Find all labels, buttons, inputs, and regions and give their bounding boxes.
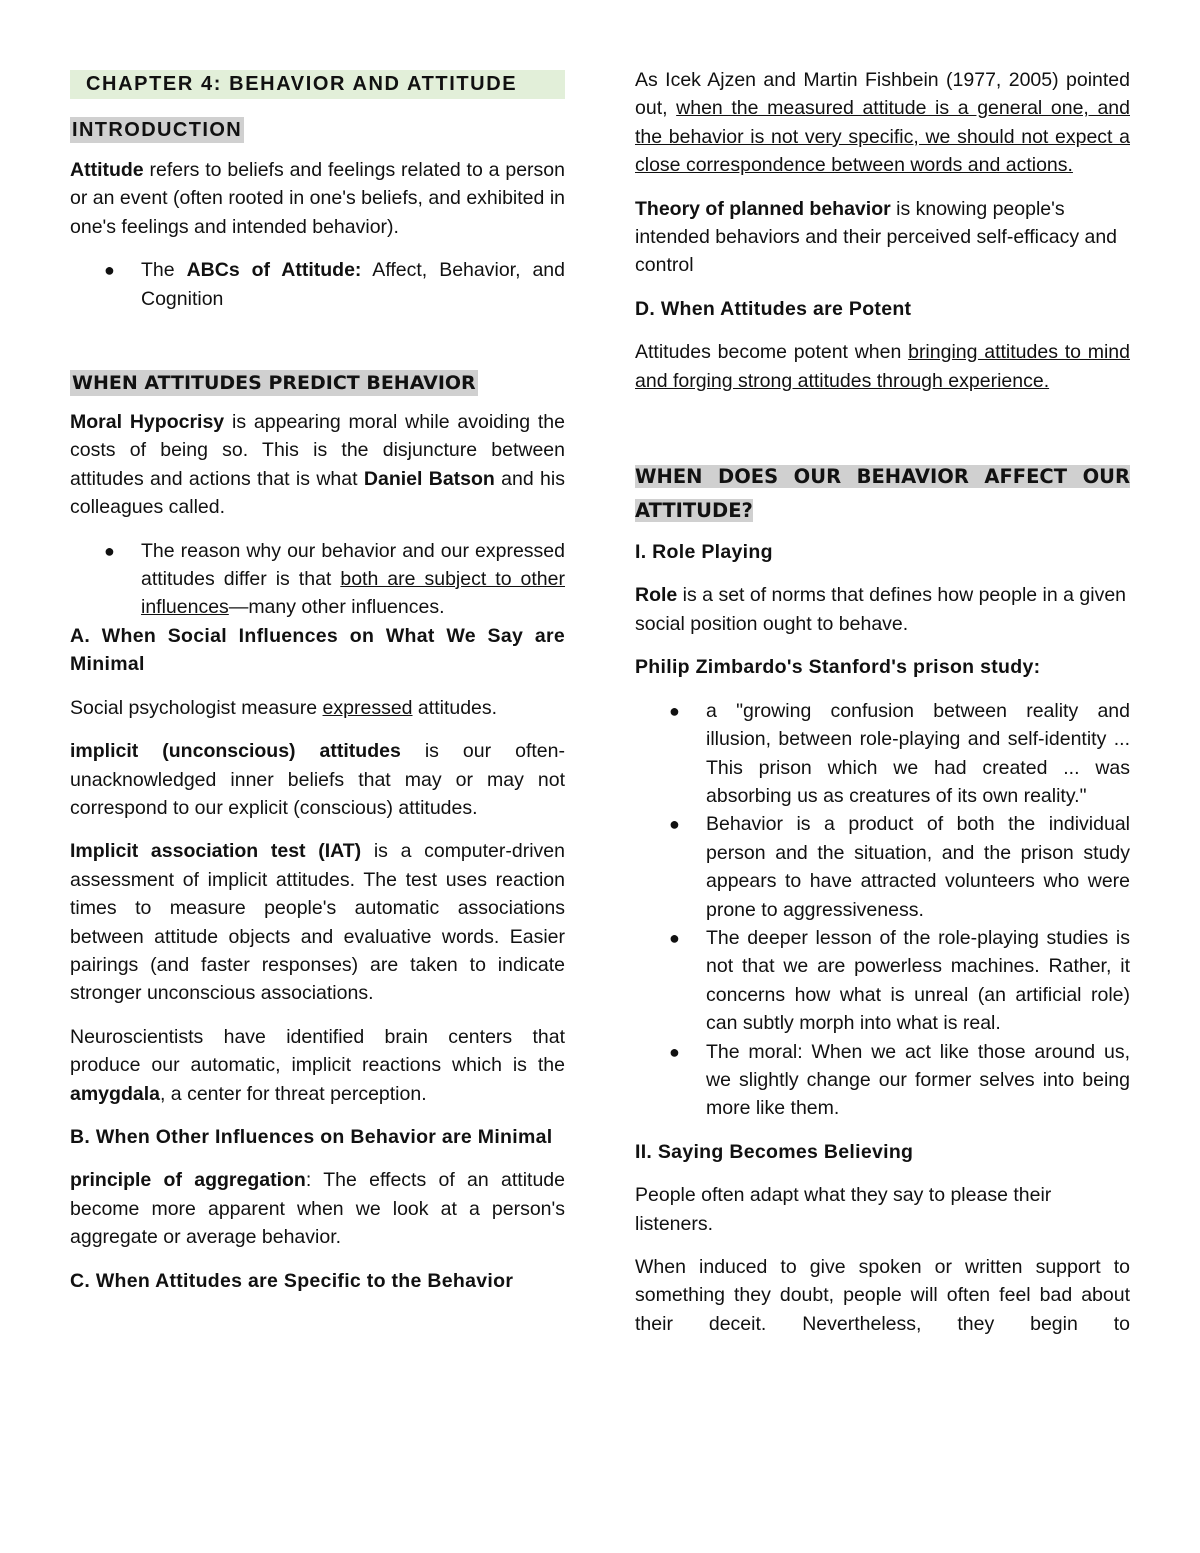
reason-underline: both are subject to other influences <box>141 568 565 619</box>
list-item <box>669 810 1130 924</box>
amygdala-term: amygdala <box>70 1082 160 1105</box>
list-item <box>104 537 565 622</box>
left-column <box>70 66 565 1310</box>
moral-text-end: and his colleagues called. <box>70 467 565 519</box>
zimbardo-list <box>635 697 1130 1123</box>
implicit-term: implicit (unconscious) attitudes <box>70 740 401 763</box>
zimbardo-heading: Philip Zimbardo's Stanford's prison study: <box>635 656 1041 679</box>
measure-text: Social psychologist measure <box>70 696 323 719</box>
affect-heading <box>635 460 1130 528</box>
potent-text: Attitudes become potent when <box>635 341 909 364</box>
reason-list <box>70 537 565 622</box>
role-playing-heading: I. Role Playing <box>635 541 773 564</box>
neuro-paragraph <box>70 1023 565 1108</box>
affect-heading-text: WHEN DOES OUR BEHAVIOR AFFECT OUR ATTITUDE? <box>635 465 1130 523</box>
section-b-heading: B. When Other Influences on Behavior are Minimal <box>70 1125 553 1148</box>
right-column <box>635 66 1130 1353</box>
role-text: is a set of norms that defines how people in a given social position ought to behave. <box>635 584 1127 635</box>
measure-paragraph <box>70 694 565 722</box>
zimbardo-bullet-1: a "growing confusion between reality and illusion, between role-playing and self-identity ... This prison which we had created ... was absorbing us as creatures of its own reality." <box>706 699 1130 807</box>
moral-term: Moral Hypocrisy <box>70 411 225 434</box>
section-a-heading: A. When Social Influences on What We Say are Minimal <box>70 624 565 676</box>
implicit-paragraph <box>70 737 565 822</box>
abcs-term: ABCs of Attitude: <box>186 259 362 282</box>
section-c-heading: C. When Attitudes are Specific to the Behavior <box>70 1269 514 1292</box>
potent-underline: bringing attitudes to mind and forging strong attitudes through experience. <box>635 341 1130 392</box>
induced-paragraph: When induced to give spoken or written support to something they doubt, people will often feel bad about their deceit. Nevertheless, they begin to <box>635 1256 1130 1335</box>
saying-heading: II. Saying Becomes Believing <box>635 1140 914 1163</box>
bullet-icon: ● <box>669 814 680 835</box>
moral-hypocrisy-paragraph <box>70 408 565 522</box>
aggregation-paragraph <box>70 1166 565 1251</box>
planned-text: is knowing people's intended behaviors and their perceived self-efficacy and control <box>635 197 1118 277</box>
abcs-pre: The <box>141 259 187 282</box>
batson-name: Daniel Batson <box>363 467 495 490</box>
intro-heading-block <box>70 119 565 142</box>
abcs-text: Affect, Behavior, and Cognition <box>141 259 565 310</box>
aggregation-term: principle of aggregation <box>70 1169 306 1192</box>
attitude-text: refers to beliefs and feelings related to a person or an event (often rooted in one's beliefs, and exhibited in one's feelings and intended behavior). <box>70 159 565 238</box>
neuro-text-end: , a center for threat perception. <box>159 1082 427 1105</box>
bullet-icon: ● <box>669 700 680 721</box>
list-item <box>104 256 565 313</box>
neuro-text: Neuroscientists have identified brain centers that produce our automatic, implicit reactions which is the <box>70 1025 565 1077</box>
bullet-icon: ● <box>104 540 115 561</box>
intro-heading: INTRODUCTION <box>72 119 243 141</box>
measure-underline: expressed <box>322 696 413 719</box>
iat-term: Implicit association test (IAT) <box>70 840 362 863</box>
list-item <box>669 697 1130 811</box>
adapt-paragraph: People often adapt what they say to please their listeners. <box>635 1184 1052 1235</box>
list-item <box>669 924 1130 1038</box>
moral-text: is appearing moral while avoiding the costs of being so. This is the disjuncture between attitudes and actions that is what <box>70 411 566 490</box>
attitude-term: Attitude <box>70 159 144 181</box>
zimbardo-bullet-2: Behavior is a product of both the individual person and the situation, and the prison study appears to have attracted volunteers who were prone to aggressiveness. <box>706 813 1130 921</box>
potent-paragraph <box>635 338 1130 395</box>
implicit-text: is our often-unacknowledged inner beliefs that may or may not correspond to our explicit (conscious) attitudes. <box>70 740 565 819</box>
bullet-icon: ● <box>669 1041 680 1062</box>
attitude-paragraph <box>70 156 565 241</box>
ajzen-text: As Icek Ajzen and Martin Fishbein (1977, 2005) pointed out, <box>635 69 1130 120</box>
zimbardo-bullet-4: The moral: When we act like those around us, we slightly change our former selves into being more like them. <box>706 1040 1130 1120</box>
reason-text-end: —many other influences. <box>228 596 445 619</box>
bullet-icon: ● <box>669 927 680 948</box>
measure-text-end: attitudes. <box>412 696 498 719</box>
iat-paragraph <box>70 837 565 1007</box>
planned-term: Theory of planned behavior <box>635 197 891 220</box>
ajzen-underline: when the measured attitude is a general one, and the behavior is not very specific, we should not expect a close correspondence between words and actions. <box>635 97 1130 177</box>
ajzen-paragraph <box>635 66 1130 180</box>
bullet-icon: ● <box>104 260 115 281</box>
abcs-list <box>70 256 565 313</box>
role-paragraph <box>635 581 1130 638</box>
predict-heading: WHEN ATTITUDES PREDICT BEHAVIOR <box>72 372 476 395</box>
list-item <box>669 1038 1130 1123</box>
predict-heading-block <box>70 372 565 394</box>
reason-text: The reason why our behavior and our expressed attitudes differ is that <box>141 539 565 591</box>
planned-behavior-paragraph <box>635 195 1130 280</box>
role-term: Role <box>635 584 678 607</box>
zimbardo-bullet-3: The deeper lesson of the role-playing studies is not that we are powerless machines. Rather, it concerns how what is unreal (an artificial role) can subtly morph into what is real. <box>706 926 1130 1035</box>
iat-text: is a computer-driven assessment of implicit attitudes. The test uses reaction times to measure people's automatic associations between attitude objects and evaluative words. Easier pairings (and faster responses) are taken to indicate stronger unconscious associations. <box>70 840 565 1005</box>
chapter-title: CHAPTER 4: BEHAVIOR AND ATTITUDE <box>70 70 565 99</box>
section-d-heading: D. When Attitudes are Potent <box>635 297 912 320</box>
aggregation-text: : The effects of an attitude become more apparent when we look at a person's aggregate or average behavior. <box>70 1169 565 1249</box>
